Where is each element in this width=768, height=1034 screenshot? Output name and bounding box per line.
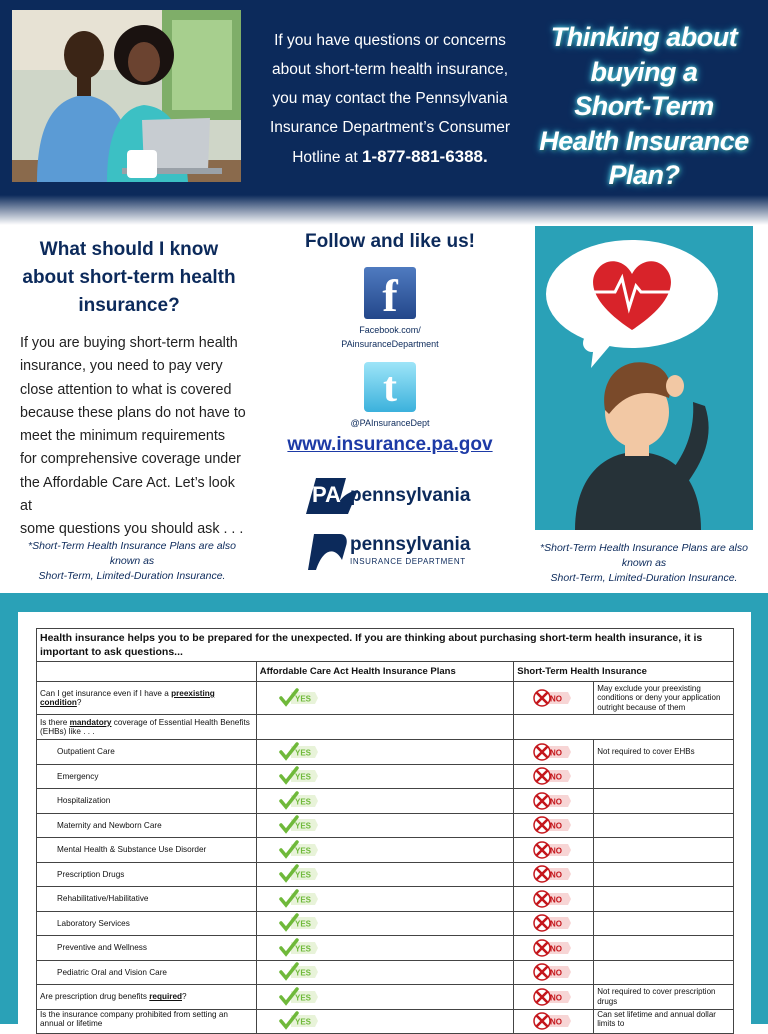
no-label: NO — [550, 993, 563, 1003]
yes-label: YES — [294, 821, 311, 831]
hotline-prefix: Hotline at — [292, 149, 363, 166]
st-note-cell: Not required to cover EHBs — [594, 740, 734, 765]
st-answer-cell — [514, 789, 594, 814]
title-line: Plan? — [608, 160, 680, 190]
table-row — [37, 862, 734, 887]
yes-label: YES — [294, 694, 311, 704]
st-note-cell: May exclude your preexisting conditions or deny your application outright because of them — [594, 682, 734, 715]
contact-info — [262, 26, 518, 172]
yes-label: YES — [294, 1017, 311, 1027]
twitter-handle[interactable]: @PAInsuranceDept — [350, 418, 430, 428]
st-answer-cell — [514, 740, 594, 765]
no-x-icon — [532, 742, 572, 762]
follow-heading: Follow and like us! — [305, 231, 475, 252]
paragraph-line: the Affordable Care Act. Let’s look at — [20, 474, 235, 515]
st-answer-cell — [514, 1009, 594, 1033]
website-link[interactable]: www.insurance.pa.gov — [287, 434, 493, 455]
yes-check-icon — [279, 840, 319, 860]
yes-check-icon — [279, 688, 319, 708]
no-x-icon — [532, 889, 572, 909]
section-heading — [18, 236, 240, 320]
question-cell: Is the insurance company prohibited from setting an annual or lifetime — [37, 1009, 257, 1033]
contact-line — [262, 142, 518, 172]
yes-check-icon — [279, 815, 319, 835]
no-label: NO — [550, 694, 563, 704]
no-label: NO — [550, 797, 563, 807]
yes-check-icon — [279, 889, 319, 909]
ins-logo-sub: INSURANCE DEPARTMENT — [350, 557, 466, 566]
aca-answer-cell — [256, 985, 514, 1010]
facebook-line: Facebook.com/ — [359, 325, 421, 335]
ehb-item: Laboratory Services — [37, 911, 257, 936]
st-note-cell — [594, 936, 734, 961]
paragraph-line: close attention to what is covered — [20, 381, 232, 398]
title-line: Thinking about — [550, 22, 738, 52]
footnote-line: Short-Term, Limited-Duration Insurance. — [550, 572, 738, 584]
ehb-item: Maternity and Newborn Care — [37, 813, 257, 838]
st-note-cell — [594, 813, 734, 838]
yes-check-icon — [279, 938, 319, 958]
table-row — [37, 936, 734, 961]
no-x-icon — [532, 962, 572, 982]
yes-label: YES — [294, 846, 311, 856]
yes-check-icon — [279, 742, 319, 762]
yes-check-icon — [279, 864, 319, 884]
title-line: Short-Term — [574, 91, 714, 121]
ehb-item: Pediatric Oral and Vision Care — [37, 960, 257, 985]
yes-label: YES — [294, 748, 311, 758]
title-line: buying a — [590, 56, 698, 87]
yes-label: YES — [294, 919, 311, 929]
yes-check-icon — [279, 791, 319, 811]
yes-check-icon — [279, 1011, 319, 1031]
ehb-item: Preventive and Wellness — [37, 936, 257, 961]
question-text: Can I get insurance even if I have a — [40, 689, 172, 698]
intro-paragraph — [20, 332, 248, 542]
question-term: mandatory — [69, 718, 112, 727]
st-note-cell — [594, 789, 734, 814]
footnote-line: *Short-Term Health Insurance Plans are also known as — [540, 542, 748, 569]
table-row — [37, 985, 734, 1010]
facebook-icon[interactable]: f — [364, 267, 416, 319]
table-row — [37, 960, 734, 985]
insurance-department-logo — [306, 530, 471, 572]
no-label: NO — [550, 895, 563, 905]
no-x-icon — [532, 938, 572, 958]
contact-line: you may contact the Pennsylvania — [272, 90, 508, 107]
no-x-icon — [532, 791, 572, 811]
no-label: NO — [550, 919, 563, 929]
no-label: NO — [550, 1017, 563, 1027]
st-note-cell: Can set lifetime and annual dollar limits to — [594, 1009, 734, 1033]
short-term-column-header: Short-Term Health Insurance — [514, 662, 734, 682]
hotline-number[interactable]: 1-877-881-6388. — [362, 147, 488, 166]
pa-mark: PA — [312, 482, 341, 507]
pennsylvania-logo — [306, 476, 471, 516]
aca-answer-cell — [256, 715, 514, 740]
no-x-icon — [532, 987, 572, 1007]
aca-answer-cell — [256, 740, 514, 765]
brochure-title — [530, 20, 758, 193]
empty-header-cell — [37, 662, 257, 682]
st-note-cell — [594, 960, 734, 985]
yes-label: YES — [294, 797, 311, 807]
footnote-line: *Short-Term Health Insurance Plans are also known as — [28, 540, 236, 567]
st-answer-cell — [514, 985, 594, 1010]
table-row — [37, 1009, 734, 1033]
yes-label: YES — [294, 993, 311, 1003]
yes-check-icon — [279, 913, 319, 933]
question-text: Are prescription drug benefits — [40, 992, 150, 1002]
aca-answer-cell — [256, 813, 514, 838]
st-answer-cell — [514, 936, 594, 961]
question-text: ? — [182, 992, 187, 1002]
st-answer-cell — [514, 715, 734, 740]
aca-answer-cell — [256, 838, 514, 863]
header-fade — [0, 195, 768, 225]
no-label: NO — [550, 772, 563, 782]
contact-line: Insurance Department’s Consumer — [269, 119, 511, 136]
st-answer-cell — [514, 960, 594, 985]
st-note-cell — [594, 764, 734, 789]
no-x-icon — [532, 688, 572, 708]
st-answer-cell — [514, 813, 594, 838]
st-note-cell — [594, 862, 734, 887]
no-label: NO — [550, 944, 563, 954]
yes-label: YES — [294, 895, 311, 905]
yes-check-icon — [279, 987, 319, 1007]
ins-logo-text: pennsylvania — [350, 534, 471, 555]
st-note-cell — [594, 887, 734, 912]
st-answer-cell — [514, 838, 594, 863]
no-label: NO — [550, 870, 563, 880]
aca-answer-cell — [256, 764, 514, 789]
no-x-icon — [532, 1011, 572, 1031]
paragraph-line: meet the minimum requirements — [20, 428, 225, 445]
aca-answer-cell — [256, 789, 514, 814]
table-row — [37, 911, 734, 936]
st-note-cell — [594, 838, 734, 863]
question-cell — [37, 682, 257, 715]
aca-column-header: Affordable Care Act Health Insurance Plans — [256, 662, 514, 682]
contact-line: about short-term health insurance, — [271, 61, 509, 78]
heading-line: about short-term health — [22, 267, 236, 288]
footnote-line: Short-Term, Limited-Duration Insurance. — [38, 570, 226, 582]
contact-line: If you have questions or concerns — [274, 32, 506, 49]
paragraph-line: If you are buying short-term health — [20, 335, 238, 351]
no-x-icon — [532, 864, 572, 884]
no-label: NO — [550, 968, 563, 978]
aca-answer-cell — [256, 887, 514, 912]
question-text: coverage of Essential Health Benefits (EHBs) like . . . — [40, 718, 250, 736]
st-note-cell: Not required to cover prescription drugs — [594, 985, 734, 1010]
table-row — [37, 838, 734, 863]
question-text: ? — [76, 698, 82, 707]
heading-line: insurance? — [78, 295, 180, 316]
table-row — [37, 789, 734, 814]
yes-label: YES — [294, 944, 311, 954]
footnote-right — [530, 541, 758, 586]
paragraph-line: some questions you should ask . . . — [20, 521, 244, 538]
st-answer-cell — [514, 887, 594, 912]
table-row — [37, 740, 734, 765]
yes-check-icon — [279, 766, 319, 786]
yes-label: YES — [294, 870, 311, 880]
couple-photo — [12, 10, 241, 182]
no-x-icon — [532, 913, 572, 933]
ehb-item: Hospitalization — [37, 789, 257, 814]
comparison-table — [36, 628, 734, 1034]
aca-answer-cell — [256, 682, 514, 715]
question-text: Is there — [40, 718, 70, 727]
ehb-item: Emergency — [37, 764, 257, 789]
table-row — [37, 813, 734, 838]
facebook-link[interactable] — [300, 323, 480, 351]
st-answer-cell — [514, 911, 594, 936]
st-answer-cell — [514, 682, 594, 715]
aca-answer-cell — [256, 960, 514, 985]
yes-check-icon — [279, 962, 319, 982]
table-row — [37, 715, 734, 740]
no-label: NO — [550, 846, 563, 856]
heading-line: What should I know — [39, 239, 219, 260]
yes-label: YES — [294, 968, 311, 978]
paragraph-line: insurance, you need to pay very — [20, 358, 223, 375]
no-label: NO — [550, 748, 563, 758]
table-row — [37, 682, 734, 715]
paragraph-line: because these plans do not have to — [20, 404, 246, 421]
ehb-item: Mental Health & Substance Use Disorder — [37, 838, 257, 863]
no-x-icon — [532, 766, 572, 786]
no-label: NO — [550, 821, 563, 831]
aca-answer-cell — [256, 1009, 514, 1033]
table-row — [37, 764, 734, 789]
footnote-left — [14, 539, 250, 584]
ehb-item: Rehabilitative/Habilitative — [37, 887, 257, 912]
st-answer-cell — [514, 862, 594, 887]
question-term: required — [149, 992, 182, 1002]
aca-answer-cell — [256, 936, 514, 961]
question-term: preexisting condition — [40, 689, 215, 707]
table-intro: Health insurance helps you to be prepared for the unexpected. If you are thinking about purchasing short-term health insurance, it is important to ask questions... — [37, 629, 734, 662]
table-row — [37, 887, 734, 912]
no-x-icon — [532, 840, 572, 860]
yes-label: YES — [294, 772, 311, 782]
question-cell — [37, 715, 257, 740]
question-cell — [37, 985, 257, 1010]
title-line: Health Insurance — [539, 125, 749, 156]
thinking-person-illustration — [535, 226, 753, 530]
st-note-cell — [594, 911, 734, 936]
ehb-item: Outpatient Care — [37, 740, 257, 765]
ehb-item: Prescription Drugs — [37, 862, 257, 887]
st-answer-cell — [514, 764, 594, 789]
aca-answer-cell — [256, 911, 514, 936]
paragraph-line: for comprehensive coverage under — [20, 451, 241, 468]
no-x-icon — [532, 815, 572, 835]
facebook-line: PAinsuranceDepartment — [341, 339, 439, 349]
pa-logo-text: pennsylvania — [350, 485, 471, 506]
twitter-icon[interactable]: t — [364, 362, 416, 412]
aca-answer-cell — [256, 862, 514, 887]
